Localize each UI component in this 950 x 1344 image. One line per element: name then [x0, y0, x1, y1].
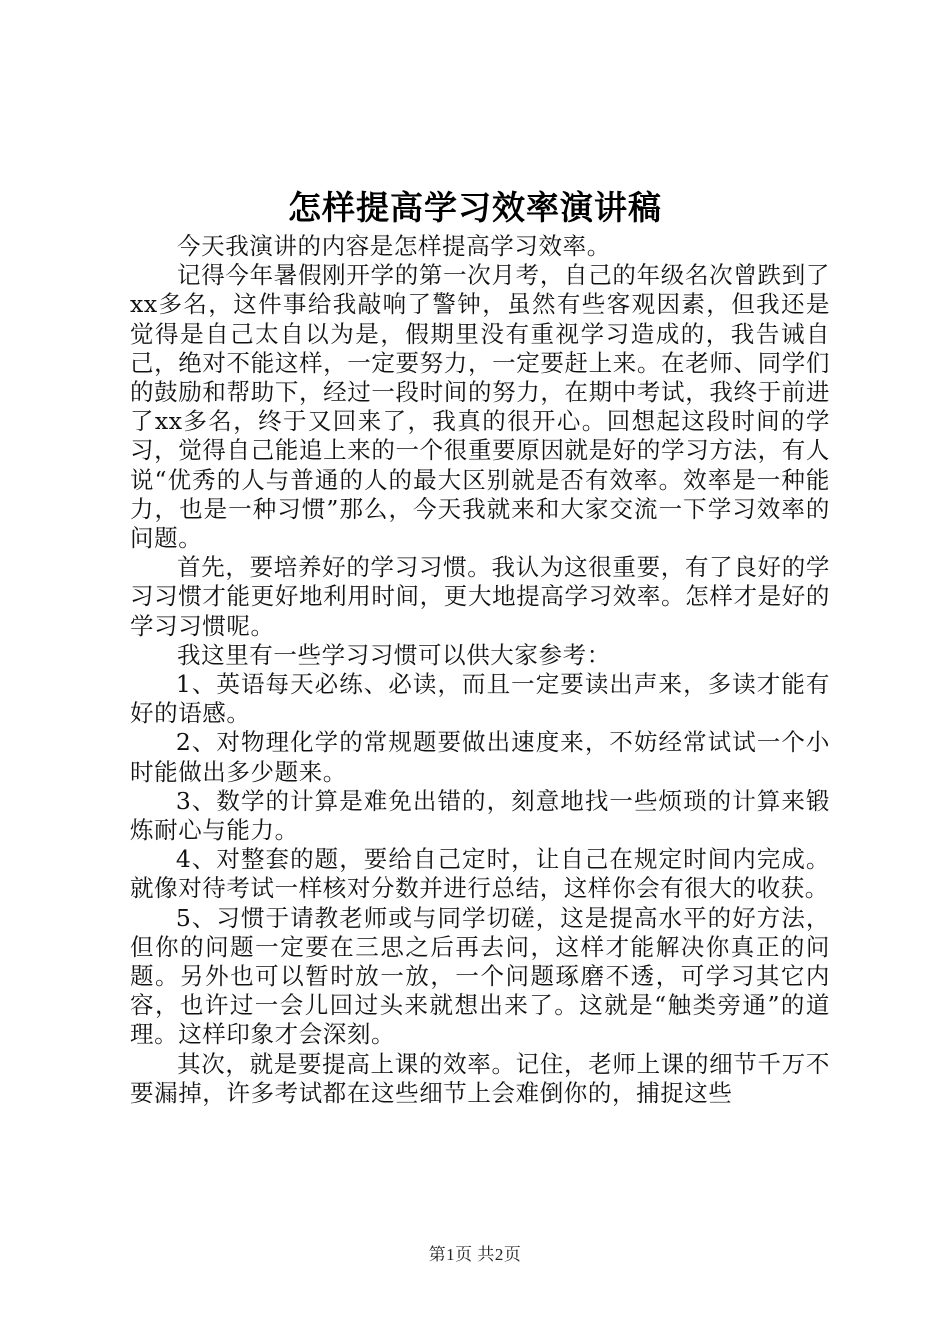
paragraph-story: 记得今年暑假刚开学的第一次月考，自己的年级名次曾跌到了xx多名，这件事给我敲响了警钟，虽然有些客观因素，但我还是觉得是自己太自以为是，假期里没有重视学习造成的，我告诫自己，绝对不能这样，一定要努力，一定要赶上来。在老师、同学们的鼓励和帮助下，经过一段时间的努力，在期中考试，我终于前进了xx多名，终于又回来了，我真的很开心。回想起这段时间的学习，觉得自己能追上来的一个很重要原因就是好的学习方法，有人说“优秀的人与普通的人的最大区别就是否有效率。效率是一种能力，也是一种习惯”那么，今天我就来和大家交流一下学习效率的问题。: [130, 261, 830, 553]
list-item-2: 2、对物理化学的常规题要做出速度来，不妨经常试试一个小时能做出多少题来。: [130, 728, 830, 786]
list-item-4: 4、对整套的题，要给自己定时，让自己在规定时间内完成。就像对待考试一样核对分数并进行总结，这样你会有很大的收获。: [130, 845, 830, 903]
paragraph-class-efficiency: 其次，就是要提高上课的效率。记住，老师上课的细节千万不要漏掉，许多考试都在这些细节上会难倒你的，捕捉这些: [130, 1049, 830, 1107]
paragraph-habits: 首先，要培养好的学习习惯。我认为这很重要，有了良好的学习习惯才能更好地利用时间，更大地提高学习效率。怎样才是好的学习习惯呢。: [130, 553, 830, 640]
paragraph-habits-intro: 我这里有一些学习习惯可以供大家参考：: [177, 640, 611, 669]
list-item-3: 3、数学的计算是难免出错的，刻意地找一些烦琐的计算来锻炼耐心与能力。: [130, 786, 830, 845]
list-item-5: 5、习惯于请教老师或与同学切磋，这是提高水平的好方法，但你的问题一定要在三思之后再去问，这样才能解决你真正的问题。另外也可以暂时放一放，一个问题琢磨不透，可学习其它内容，也许过一会儿回过头来就想出来了。这就是“触类旁通”的道理。这样印象才会深刻。: [130, 903, 830, 1049]
list-item-1: 1、英语每天必练、必读，而且一定要读出声来，多读才能有好的语感。: [130, 670, 830, 728]
page-indicator: 第1页 共2页: [428, 1245, 522, 1264]
document-title: 怎样提高学习效率演讲稿: [288, 188, 662, 227]
paragraph-intro: 今天我演讲的内容是怎样提高学习效率。: [177, 232, 611, 260]
document-body: [130, 232, 830, 1108]
